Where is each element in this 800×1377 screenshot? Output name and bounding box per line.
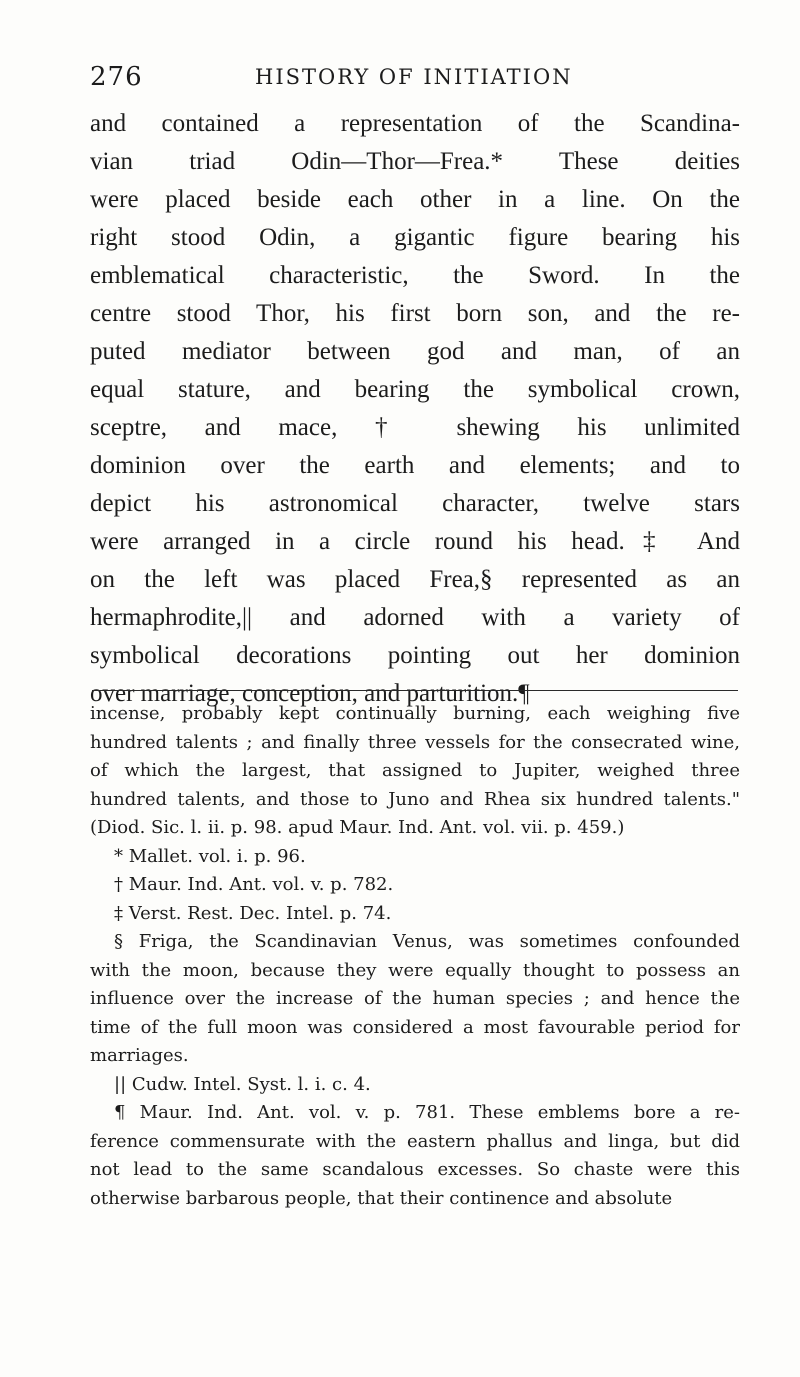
text-line: on the left was placed Frea,§ represented as an [90,566,740,593]
text-line: dominion over the earth and elements; and to [90,452,740,479]
footnote-line: ¶ Maur. Ind. Ant. vol. v. p. 781. These emblems bore a re- [114,1102,740,1123]
footnotes [90,700,740,1213]
footnote-line: with the moon, because they were equally thought to possess an [90,959,740,981]
text-line: over marriage, conception, and parturition.¶ [90,680,530,707]
footnote-line: of which the largest, that assigned to Jupiter, weighed three [90,760,740,781]
text-line: symbolical decorations pointing out her dominion [90,642,740,669]
text-line: centre stood Thor, his first born son, and the re- [90,300,740,327]
text-line: were arranged in a circle round his head.‡ And [90,528,740,555]
footnote-line: hundred talents ; and finally three vessels for the consecrated wine, [90,731,740,753]
footnote-line: ‡ Verst. Rest. Dec. Intel. p. 74. [114,902,392,924]
footnote-line: ference commensurate with the eastern phallus and linga, but did [90,1130,740,1152]
footnote-line: * Mallet. vol. i. p. 96. [114,845,306,867]
footnote-line: (Diod. Sic. l. ii. p. 98. apud Maur. Ind. Ant. vol. vii. p. 459.) [90,817,625,838]
main-text [90,105,740,713]
running-head: HISTORY OF INITIATION [255,65,573,89]
page-header [90,62,736,96]
text-line: vian triad Odin—Thor—Frea.* These deities [90,148,740,175]
footnote-divider [92,690,738,691]
text-line: emblematical characteristic, the Sword. In the [90,262,740,289]
text-line: right stood Odin, a gigantic figure bearing his [90,224,740,251]
footnote-line: time of the full moon was considered a most favourable period for [90,1016,740,1038]
footnote-line: marriages. [90,1045,189,1066]
footnote-line: otherwise barbarous people, that their continence and absolute [90,1187,673,1209]
footnote-line: not lead to the same scandalous excesses. So chaste were this [90,1159,740,1180]
page-number: 276 [90,62,143,92]
footnote-line: influence over the increase of the human species ; and hence the [90,988,740,1009]
footnote-line: hundred talents, and those to Juno and Rhea six hundred talents." [90,788,740,810]
text-line: were placed beside each other in a line. On the [90,186,740,213]
footnote-line: § Friga, the Scandinavian Venus, was sometimes confounded [114,931,740,952]
text-line: equal stature, and bearing the symbolical crown, [90,376,740,403]
footnote-line: || Cudw. Intel. Syst. l. i. c. 4. [114,1073,371,1095]
text-line: sceptre, and mace, † shewing his unlimited [90,414,740,441]
footnote-line: † Maur. Ind. Ant. vol. v. p. 782. [114,874,394,895]
text-line: hermaphrodite,|| and adorned with a variety of [90,604,740,631]
text-line: and contained a representation of the Scandina- [90,110,740,137]
footnote-line: incense, probably kept continually burning, each weighing five [90,703,740,724]
text-line: depict his astronomical character, twelve stars [90,490,740,517]
text-line: puted mediator between god and man, of an [90,338,740,365]
